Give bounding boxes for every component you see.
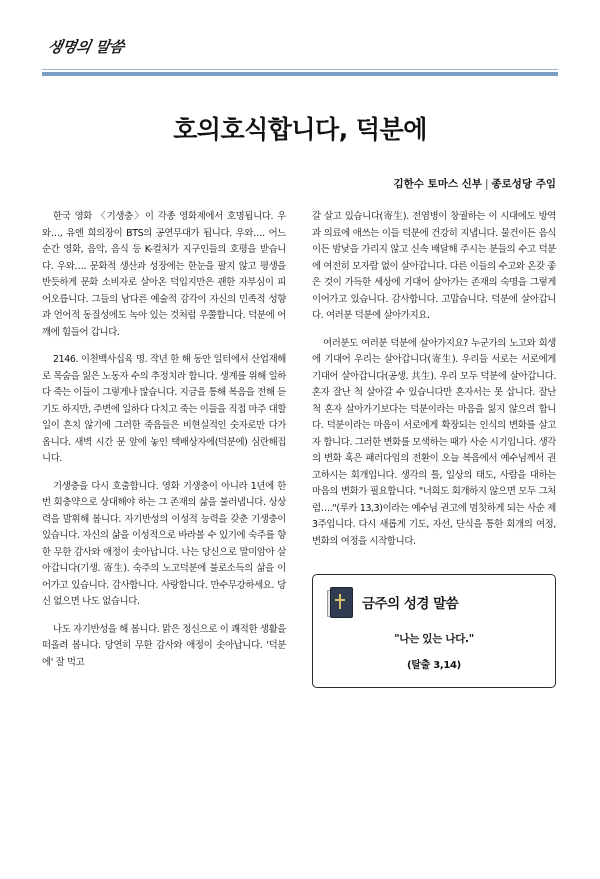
byline-role: 종로성당 주임 — [491, 178, 556, 190]
page — [0, 30, 600, 879]
scripture-verse: "나는 있는 나다." — [394, 633, 474, 645]
scripture-reference: (탈출 3,14) — [407, 660, 461, 671]
byline-separator: | — [484, 178, 489, 190]
paragraph: 여러분도 여러분 덕분에 살아가지요? 누군가의 노고와 희생에 기대어 우리는 살아갑니다(寄生). 우리들 서로는 서로에게 기대어 살아갑니다(공생. 共生). 우리 모두 덕분에 살아갑니다. 혼자 잘난 척 살아갈 수 있습니다만 혼자서는 못 삽니다. 잘난 척 혼자 살아가기보다는 덕분이라는 마음을 잃지 않으려 합니다. 덕분이라는 마음이 서로에게 확장되는 인식의 변화를 살고자 합니다. 그러한 변화를 모색하는 때가 사순 시기입니다. 생각의 변화 혹은 패러다임의 전환이 오늘 복음에서 예수님께서 권고하시는 회개입니다. 생각의 틀, 일상의 태도, 사람을 대하는 마음의 변화가 필요합니다. "너희도 회개하지 않으면 모두 그처럼…."(루카 13,3)이라는 예수님 권고에 멈칫하게 되는 사순 제3주입니다. 다시 새롭게 기도, 자선, 단식을 통한 회개의 여정, 변화의 여정을 시작합니다. — [312, 337, 556, 547]
paragraph: 기생충을 다시 호출합니다. 영화 기생충이 아니라 1년에 한 번 회충약으로 상대해야 하는 그 존재의 삶을 불러냅니다. 상상력을 발휘해 봅니다. 자기반성의 이성적 능력을 갖춘 기생충이 있습니다. 자신의 삶을 이성적으로 바라볼 수 있기에 숙주를 향한 무한 감사와 애정이 솟아납니다. 나는 당신으로 말미암아 살아갑니다(기생. 寄生). 숙주의 노고덕분에 불로소득의 삶을 이어가고 있습니다. 감사합니다. 사랑합니다. 만수무강하세요. 당신 없으면 나도 없습니다. — [42, 480, 286, 607]
masthead-title: 생명의 말씀 — [46, 38, 126, 56]
paragraph: 한국 영화 〈기생충〉이 각종 영화제에서 호명됩니다. 우와…, 유엔 희의장이 BTS의 공연무대가 됩니다. 우와…. 어느 순간 영화, 음악, 음식 등 K-컬처가 지구인들의 호평을 받습니다. 우와…. 문화적 생산과 성장에는 한눈을 팔지 않고 평생을 반듯하게 문화 소비자로 살아온 덕입지만은 괜한 자부심이 피어오릅니다. 그들의 남다른 예술적 감각이 자신의 민족적 성향과 언어적 동질성에도 녹아 있는 것처럼 우쭐합니다. 덕분에 어깨에 힘들어 갑니다. — [42, 211, 286, 338]
scripture-box-header — [323, 587, 545, 617]
scripture-box — [312, 574, 556, 688]
right-column — [312, 209, 556, 688]
byline-author: 김한수 토마스 신부 — [393, 178, 482, 190]
byline — [42, 176, 556, 191]
page-title: 호의호식합니다, 덕분에 — [173, 115, 427, 144]
left-column — [42, 209, 286, 688]
scripture-box-title: 금주의 성경 말씀 — [362, 596, 459, 612]
bible-icon — [327, 587, 353, 617]
paragraph: 갈 살고 있습니다(寄生). 전염병이 창궐하는 이 시대에도 방역과 의료에 애쓰는 이들 덕분에 건강히 지냅니다. 물건이든 음식이든 밤낮을 가리지 않고 신속 배달해 주시는 분들의 수고 덕분에 여전히 모자람 없이 살아갑니다. 다른 이들의 수고와 온갖 좋은 것이 가득한 세상에 기대어 살아가는 존재의 숙명을 그렇게 이어가고 있습니다. 감사합니다. 고맙습니다. 덕분에 살아갑니다. 여러분 덕분에 살아가지요. — [312, 211, 556, 321]
article-columns — [42, 209, 558, 688]
paragraph: 2146. 이천백사십육 명. 작년 한 해 동안 일터에서 산업재해로 목숨을 잃은 노동자 수의 추정치라 합니다. 생계를 위해 일하다 죽는 이들이 그렇게나 많습니다. 지금을 통해 복음을 전해 듣기도 하지만, 주변에 일하다 다치고 죽는 이들을 직접 마주 대할 일이 흔치 않기에 그러한 죽음들은 비현실적인 숫자로만 다가옵니다. 새벽 시간 문 앞에 놓인 택배상자에(덕분에) 심란해집니다. — [42, 354, 286, 464]
masthead — [42, 30, 558, 76]
masthead-rule-thin — [42, 69, 558, 70]
paragraph: 나도 자기반성을 해 봅니다. 맑은 정신으로 이 쾌적한 생활을 떠올려 봅니다. 당연히 무한 감사와 애정이 솟아납니다. '덕분에' 잘 먹고 — [42, 623, 286, 668]
masthead-rule — [42, 72, 558, 76]
